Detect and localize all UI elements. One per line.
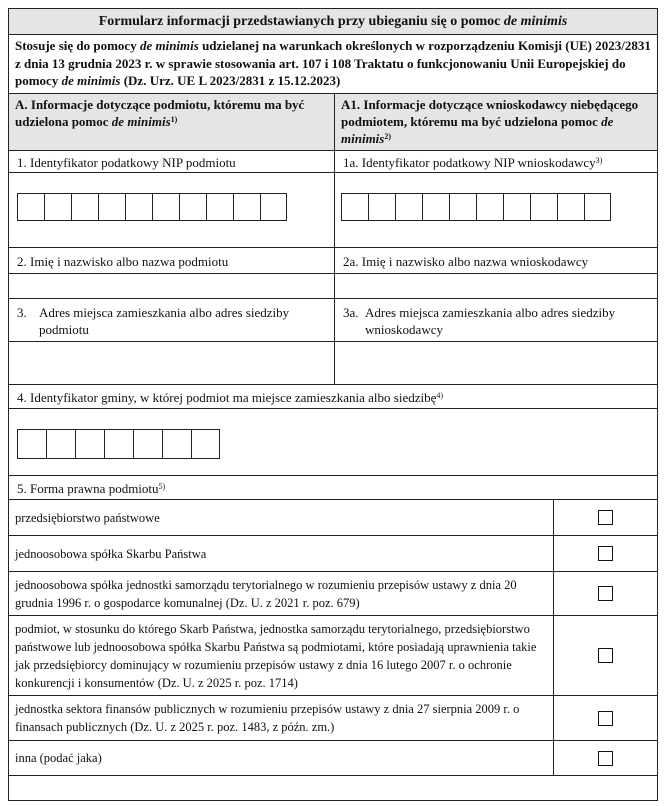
field-3-label: 3. Adres miejsca zamieszkania albo adres siedziby podmiotu: [9, 299, 335, 341]
digit-box[interactable]: [503, 193, 530, 221]
section-a-title: A. Informacje dotyczące podmiotu, któremu ma być udzielona pomoc de minimis$^{1)}$: [9, 94, 335, 150]
digit-box[interactable]: [179, 193, 206, 221]
digit-box[interactable]: [75, 429, 104, 459]
field-1a-label: 1a. Identyfikator podatkowy NIP wnioskodawcy$^{3)}$: [343, 155, 603, 170]
legal-form-label: inna (podać jaka): [9, 741, 554, 775]
digit-box[interactable]: [44, 193, 71, 221]
digit-box[interactable]: [71, 193, 98, 221]
name-wnioskodawcy-field[interactable]: [335, 274, 657, 298]
legal-form-label: jednoosobowa spółka jednostki samorządu terytorialnego w rozumieniu przepisów ustawy z dnia 20 grudnia 1996 r. o gospodarce komunalnej (Dz. U. z 2021 r. poz. 679): [9, 572, 554, 615]
legal-form-label: podmiot, w stosunku do którego Skarb Państwa, jednostka samorządu terytorialnego, przedsiębiorstwo państwowe lub jednoosobowa spółka Skarbu Państwa są podmiotami, które posiadają uprawnienia takie jak przedsiębiorcy dominujący w rozumieniu przepisów ustawy z dnia 16 lutego 2007 r. o ochronie konkurencji i konsumentów (Dz. U. z 2025 r. poz. 1714): [9, 616, 554, 695]
address-inputs: [9, 342, 657, 385]
address-wnioskodawcy-field[interactable]: [335, 342, 657, 384]
digit-box[interactable]: [395, 193, 422, 221]
digit-box[interactable]: [152, 193, 179, 221]
field-4-label: 4. Identyfikator gminy, w której podmiot ma miejsce zamieszkania albo siedzibę$^{4)}$: [9, 385, 657, 409]
legal-form-option: [9, 696, 657, 741]
checkbox[interactable]: [598, 751, 613, 766]
digit-box[interactable]: [449, 193, 476, 221]
legal-form-option: [9, 500, 657, 536]
digit-box[interactable]: [368, 193, 395, 221]
legal-form-label: jednostka sektora finansów publicznych w rozumieniu przepisów ustawy z dnia 27 sierpnia 2009 r. o finansach publicznych (Dz. U. z 2025 r. poz. 1483, z późn. zm.): [9, 696, 554, 740]
digit-box[interactable]: [125, 193, 152, 221]
section-a1-title: A1. Informacje dotyczące wnioskodawcy niebędącego podmiotem, któremu ma być udzielona pomoc de minimis$^{2)}$: [341, 97, 639, 146]
digit-box[interactable]: [530, 193, 557, 221]
checkbox[interactable]: [598, 546, 613, 561]
gmina-boxes: [9, 409, 657, 476]
checkbox[interactable]: [598, 648, 613, 663]
address-podmiotu-field[interactable]: [9, 342, 335, 384]
nip-podmiotu-field[interactable]: [17, 193, 334, 221]
digit-box[interactable]: [191, 429, 220, 459]
digit-box[interactable]: [341, 193, 368, 221]
field-2-label: 2. Imię i nazwisko albo nazwa podmiotu: [9, 248, 335, 273]
name-inputs: [9, 274, 657, 299]
field-5-label: 5. Forma prawna podmiotu$^{5)}$: [9, 476, 657, 500]
digit-box[interactable]: [133, 429, 162, 459]
address-labels: [9, 299, 657, 342]
nip-podmiotu-boxes: [9, 173, 335, 247]
digit-box[interactable]: [17, 429, 46, 459]
digit-box[interactable]: [17, 193, 44, 221]
nip-inputs: [9, 173, 657, 248]
legal-form-option: [9, 572, 657, 616]
digit-box[interactable]: [46, 429, 75, 459]
checkbox[interactable]: [598, 510, 613, 525]
form-intro: Stosuje się do pomocy de minimis udzielanej na warunkach określonych w rozporządzeniu Komisji (UE) 2023/2831 z dnia 13 grudnia 2023 r. w sprawie stosowania art. 107 i 108 Traktatu o funkcjonowaniu Unii Europejskiej do pomocy de minimis (Dz. Urz. UE L 2023/2831 z 15.12.2023): [9, 35, 657, 94]
legal-form-option: [9, 741, 657, 776]
digit-box[interactable]: [422, 193, 449, 221]
checkbox[interactable]: [598, 586, 613, 601]
form-title: Formularz informacji przedstawianych przy ubieganiu się o pomoc de minimis: [9, 9, 657, 35]
digit-box[interactable]: [476, 193, 503, 221]
other-legal-form-field[interactable]: [9, 776, 657, 800]
digit-box[interactable]: [584, 193, 611, 221]
digit-box[interactable]: [557, 193, 584, 221]
legal-form-option: [9, 616, 657, 696]
digit-box[interactable]: [98, 193, 125, 221]
gmina-id-field[interactable]: [17, 429, 657, 459]
digit-box[interactable]: [260, 193, 287, 221]
digit-box[interactable]: [233, 193, 260, 221]
legal-form-label: jednoosobowa spółka Skarbu Państwa: [9, 536, 554, 571]
checkbox[interactable]: [598, 711, 613, 726]
nip-wnioskodawcy-field[interactable]: [341, 193, 657, 221]
digit-box[interactable]: [162, 429, 191, 459]
section-headers: [9, 94, 657, 151]
field-3a-label: 3a. Adres miejsca zamieszkania albo adres siedziby wnioskodawcy: [343, 305, 616, 337]
field-2a-label: 2a. Imię i nazwisko albo nazwa wnioskodawcy: [343, 254, 589, 269]
legal-form-option: [9, 536, 657, 572]
digit-box[interactable]: [206, 193, 233, 221]
legal-form-label: przedsiębiorstwo państwowe: [9, 500, 554, 535]
digit-box[interactable]: [104, 429, 133, 459]
form-table: [8, 8, 658, 801]
field-1-label: 1. Identyfikator podatkowy NIP podmiotu: [9, 151, 335, 172]
nip-wnioskodawcy-boxes: [335, 173, 657, 247]
name-podmiotu-field[interactable]: [9, 274, 335, 298]
nip-labels: [9, 151, 657, 173]
name-labels: [9, 248, 657, 274]
